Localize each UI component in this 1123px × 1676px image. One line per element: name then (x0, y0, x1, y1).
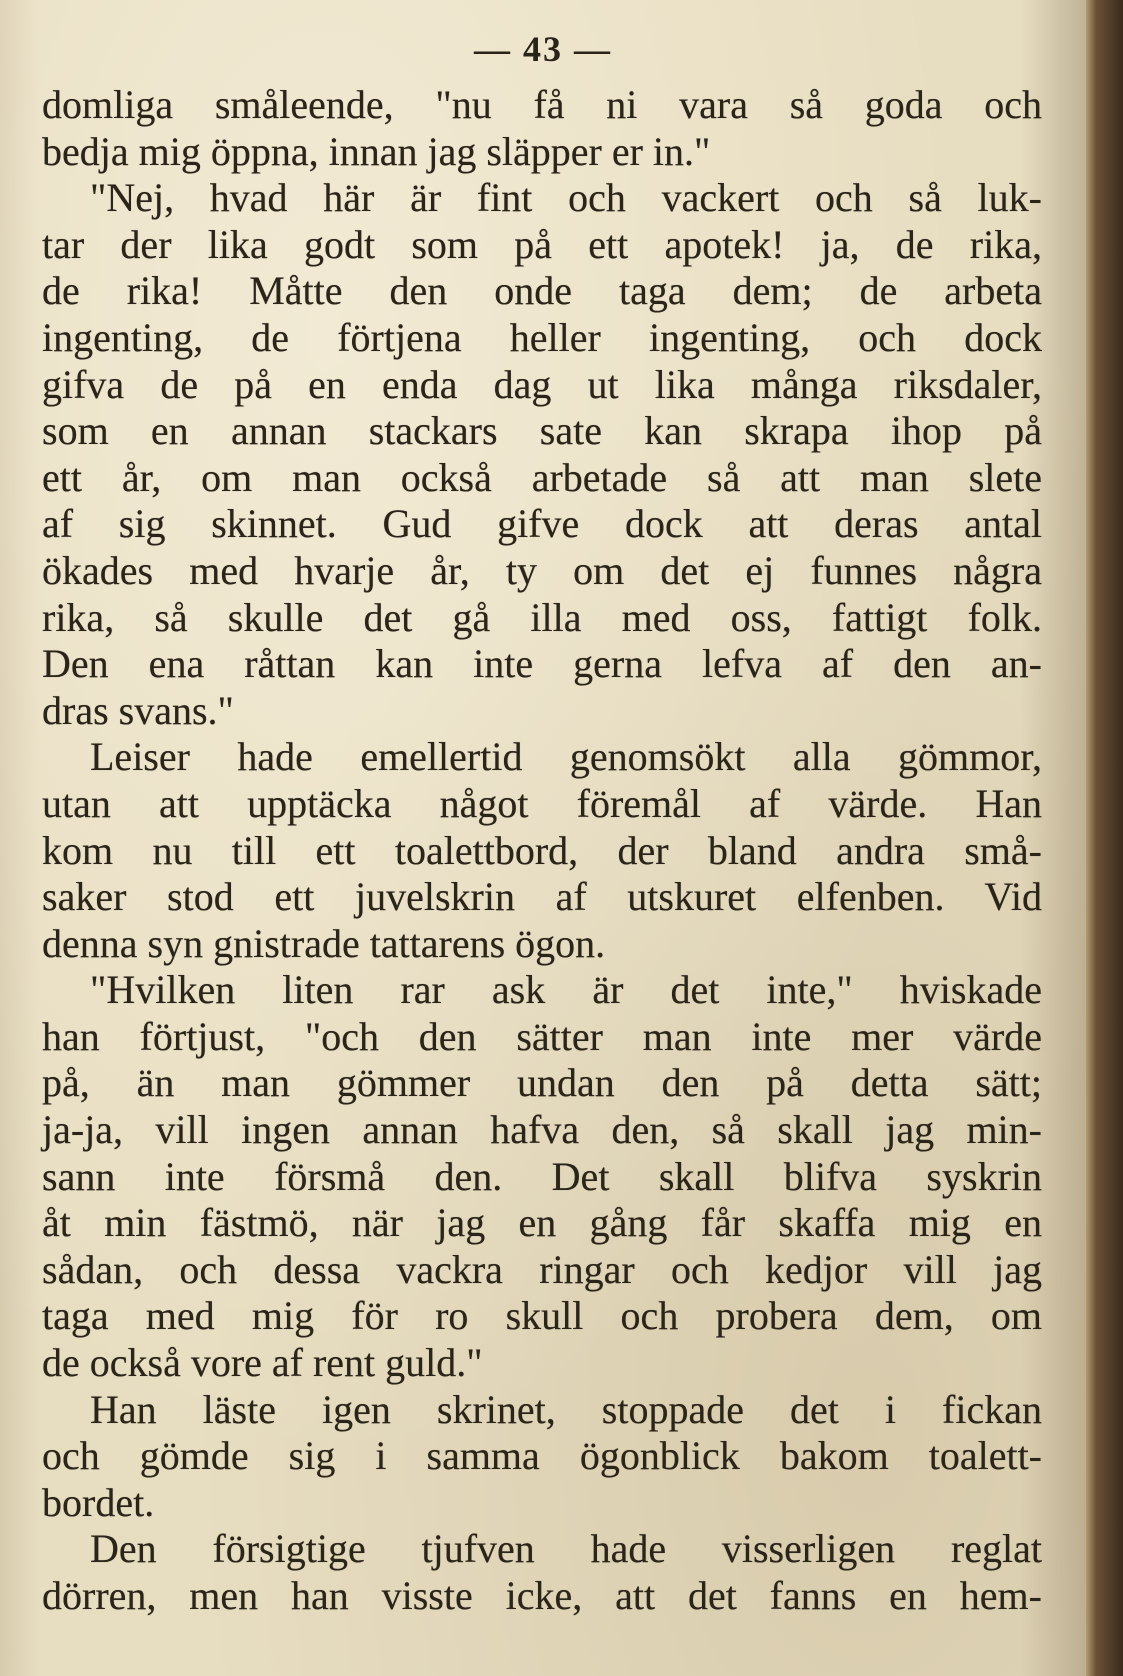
text-line: tar der lika godt som på ett apotek! ja, de rika, (42, 221, 1042, 267)
text-line: saker stod ett juvelskrin af utskuret elfenben. Vid (42, 874, 1042, 920)
text-line: på, än man gömmer undan den på detta sätt; (42, 1060, 1042, 1106)
text-line: dras svans." (42, 687, 234, 733)
text-line: taga med mig för ro skull och probera dem, om (42, 1293, 1042, 1339)
text-line: af sig skinnet. Gud gifve dock att deras antal (42, 501, 1042, 547)
text-line: som en annan stackars sate kan skrapa ihop på (42, 408, 1042, 454)
text-line: ingenting, de förtjena heller ingenting, och dock (42, 314, 1042, 360)
text-line: Leiser hade emellertid genomsökt alla gömmor, (90, 734, 1042, 780)
text-line: rika, så skulle det gå illa med oss, fattigt folk. (42, 594, 1042, 640)
text-line: åt min fästmö, när jag en gång får skaffa mig en (42, 1200, 1042, 1246)
body-text (42, 82, 1042, 1620)
text-line: kom nu till ett toalettbord, der bland andra små- (42, 827, 1042, 873)
text-line: han förtjust, "och den sätter man inte mer värde (42, 1013, 1042, 1059)
text-line: domliga småleende, "nu få ni vara så goda och (42, 82, 1042, 127)
text-line: "Nej, hvad här är fint och vackert och så luk- (90, 175, 1042, 221)
text-line: bordet. (42, 1479, 155, 1525)
text-line: sann inte försmå den. Det skall blifva syskrin (42, 1153, 1042, 1199)
text-line: dörren, men han visste icke, att det fanns en hem- (42, 1573, 1042, 1618)
page-number: — 43 — (474, 29, 612, 69)
text-line: sådan, och dessa vackra ringar och kedjor vill jag (42, 1246, 1042, 1292)
text-line: denna syn gnistrade tattarens ögon. (42, 920, 606, 966)
text-line: Den försigtige tjufven hade visserligen reglat (90, 1526, 1042, 1572)
page-edge-shadow (1086, 0, 1123, 1676)
text-line: de rika! Måtte den onde taga dem; de arbeta (42, 268, 1042, 314)
text-line: "Hvilken liten rar ask är det inte," hviskade (90, 967, 1042, 1013)
text-line: de också vore af rent guld." (42, 1340, 483, 1386)
text-line: utan att upptäcka något föremål af värde. Han (42, 780, 1042, 826)
text-line: ett år, om man också arbetade så att man slete (42, 454, 1042, 500)
text-line: gifva de på en enda dag ut lika många riksdaler, (42, 361, 1042, 407)
text-line: ja-ja, vill ingen annan hafva den, så skall jag min- (42, 1107, 1042, 1153)
text-line: Den ena råttan kan inte gerna lefva af den an- (42, 641, 1042, 687)
text-line: Han läste igen skrinet, stoppade det i fickan (90, 1386, 1042, 1432)
text-line: och gömde sig i samma ögonblick bakom toalett- (42, 1433, 1042, 1479)
text-line: ökades med hvarje år, ty om det ej funnes några (42, 547, 1042, 593)
text-line: bedja mig öppna, innan jag släpper er in." (42, 128, 711, 174)
